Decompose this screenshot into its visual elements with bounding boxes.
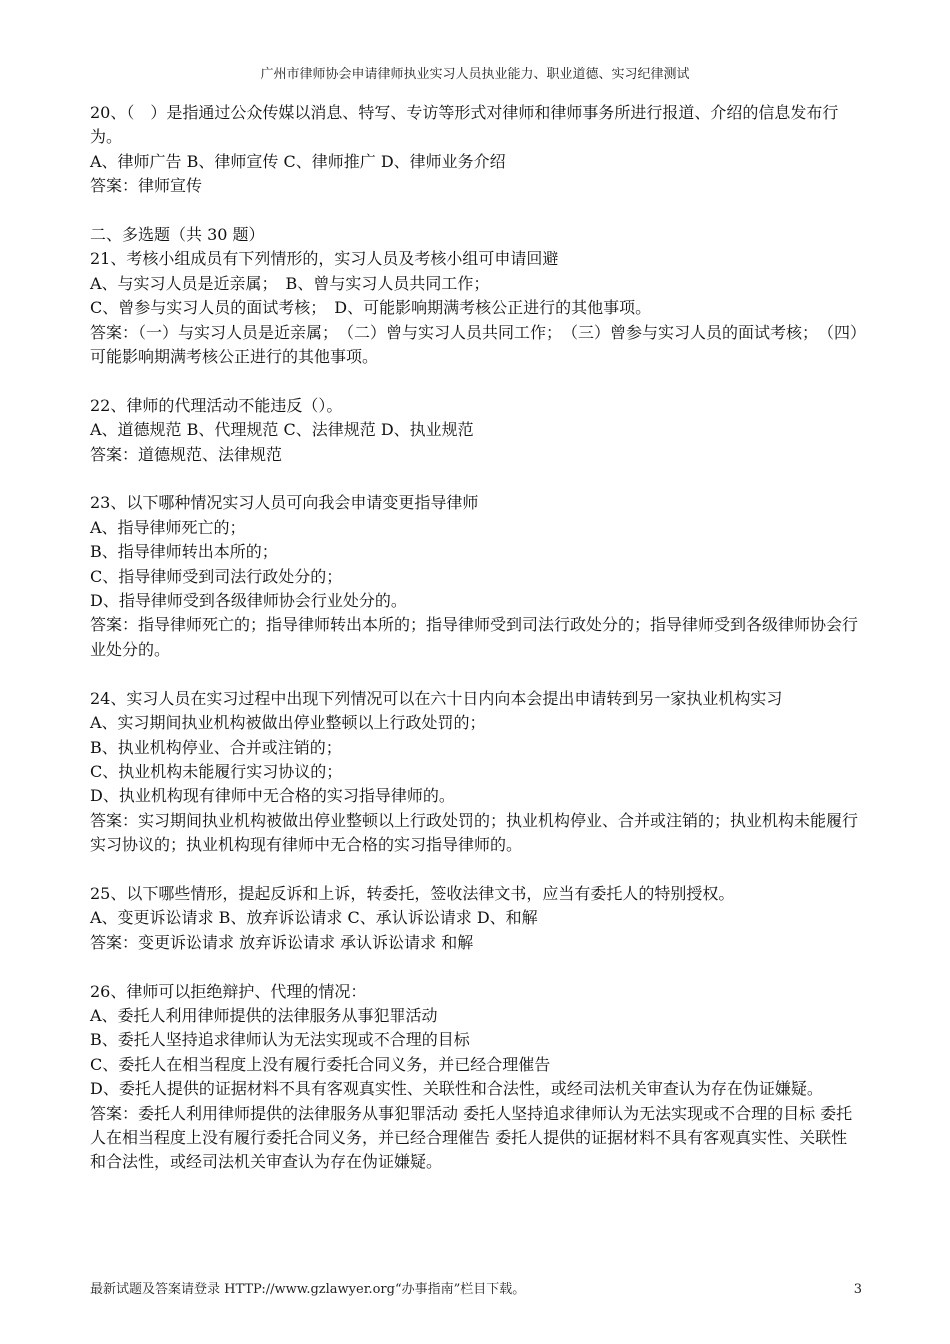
question-answer: 答案：委托人利用律师提供的法律服务从事犯罪活动 委托人坚持追求律师认为无法实现或不合理的目标 委托人在相当程度上没有履行委托合同义务，并已经合理催告 委托人提供的证据材料不具有客观真实性、关联性和合法性，或经司法机关审查认为存在伪证嫌疑。	[90, 1103, 853, 1172]
option-d: D、执业机构现有律师中无合格的实习指导律师的。	[90, 786, 455, 806]
question-stem: 24、实习人员在实习过程中出现下列情况可以在六十日内向本会提出申请转到另一家执业机构实习	[90, 688, 783, 708]
question-stem: 22、律师的代理活动不能违反（）。	[90, 395, 343, 415]
question-stem: 25、以下哪些情形，提起反诉和上诉，转委托，签收法律文书，应当有委托人的特别授权。	[90, 883, 735, 903]
blank-line	[90, 199, 862, 223]
question-26	[90, 980, 862, 1175]
option-b: B、执业机构停业、合并或注销的；	[90, 737, 342, 757]
option-b: B、委托人坚持追求律师认为无法实现或不合理的目标	[90, 1030, 470, 1050]
section-title: 二、多选题（共 30 题）	[90, 225, 265, 245]
blank-line	[90, 467, 862, 491]
question-23	[90, 491, 862, 662]
question-options: A、与实习人员是近亲属； B、曾与实习人员共同工作；	[90, 273, 490, 293]
question-25	[90, 882, 862, 955]
question-options: A、变更诉讼请求 B、放弃诉讼请求 C、承认诉讼请求 D、和解	[90, 908, 538, 928]
question-answer: 答案：指导律师死亡的；指导律师转出本所的；指导律师受到司法行政处分的；指导律师受到各级律师协会行业处分的。	[90, 615, 859, 659]
option-d: D、指导律师受到各级律师协会行业处分的。	[90, 591, 407, 611]
blank-line	[90, 369, 862, 393]
blank-line	[90, 858, 862, 882]
question-options: A、道德规范 B、代理规范 C、法律规范 D、执业规范	[90, 420, 474, 440]
option-c: C、执业机构未能履行实习协议的；	[90, 761, 343, 781]
blank-line	[90, 662, 862, 686]
page-header: 广州市律师协会申请律师执业实习人员执业能力、职业道德、实习纪律测试	[260, 67, 690, 82]
option-a: A、指导律师死亡的；	[90, 517, 246, 537]
question-answer: 答案：实习期间执业机构被做出停业整顿以上行政处罚的；执业机构停业、合并或注销的；执业机构未能履行实习协议的；执业机构现有律师中无合格的实习指导律师的。	[90, 810, 859, 855]
question-24	[90, 687, 862, 858]
question-20	[90, 101, 862, 199]
question-stem: 20、（ ）是指通过公众传媒以消息、特写、专访等形式对律师和律师事务所进行报道、介绍的信息发布行为。	[90, 103, 839, 147]
option-d: D、委托人提供的证据材料不具有客观真实性、关联性和合法性，或经司法机关审查认为存在伪证嫌疑。	[90, 1079, 823, 1099]
question-answer: 答案：（一）与实习人员是近亲属； （二）曾与实习人员共同工作； （三）曾参与实习人员的面试考核； （四）可能影响期满考核公正进行的其他事项。	[90, 322, 859, 367]
blank-line	[90, 955, 862, 979]
option-a: A、实习期间执业机构被做出停业整顿以上行政处罚的；	[90, 713, 486, 733]
question-21	[90, 247, 862, 369]
question-options: C、曾参与实习人员的面试考核； D、可能影响期满考核公正进行的其他事项。	[90, 298, 652, 318]
option-c: C、指导律师受到司法行政处分的；	[90, 566, 343, 586]
page-number: 3	[853, 1282, 862, 1297]
footer-note: 最新试题及答案请登录 HTTP://www.gzlawyer.org“办事指南”栏目下载。	[90, 1282, 526, 1297]
question-answer: 答案：变更诉讼请求 放弃诉讼请求 承认诉讼请求 和解	[90, 932, 474, 952]
option-c: C、委托人在相当程度上没有履行委托合同义务，并已经合理催告	[90, 1054, 551, 1074]
question-stem: 26、律师可以拒绝辩护、代理的情况：	[90, 981, 367, 1001]
question-answer: 答案：律师宣传	[90, 176, 203, 196]
question-stem: 21、考核小组成员有下列情形的，实习人员及考核小组可申请回避	[90, 249, 559, 269]
question-options: A、律师广告 B、律师宣传 C、律师推广 D、律师业务介绍	[90, 151, 506, 171]
question-answer: 答案：道德规范、法律规范	[90, 444, 283, 464]
page-content	[90, 101, 862, 1175]
option-a: A、委托人利用律师提供的法律服务从事犯罪活动	[90, 1005, 438, 1025]
question-stem: 23、以下哪种情况实习人员可向我会申请变更指导律师	[90, 493, 479, 513]
option-b: B、指导律师转出本所的；	[90, 542, 278, 562]
question-22	[90, 394, 862, 467]
